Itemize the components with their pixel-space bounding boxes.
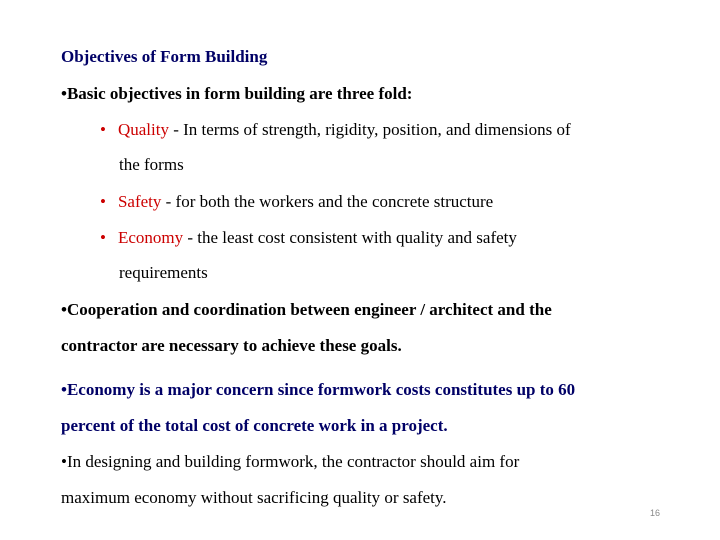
bullet: • bbox=[100, 192, 106, 211]
economy-line1: Economy is a major concern since formwork costs constitutes up to 60 bbox=[66, 380, 576, 399]
objective-desc: - the least cost consistent with quality and safety bbox=[183, 228, 517, 247]
objective-economy-cont: requirements bbox=[119, 263, 208, 282]
objective-economy bbox=[100, 228, 517, 248]
designing-text bbox=[61, 452, 519, 472]
objective-term: Economy bbox=[117, 228, 184, 247]
bullet: • bbox=[100, 228, 106, 247]
bullet: • bbox=[61, 300, 67, 319]
bullet: • bbox=[61, 380, 67, 399]
bullet: • bbox=[61, 84, 67, 103]
page-number: 16 bbox=[650, 508, 661, 518]
designing-line2: maximum economy without sacrificing quality or safety. bbox=[61, 488, 447, 507]
cooperation-line1: Cooperation and coordination between engineer / architect and the bbox=[66, 300, 552, 319]
cooperation-line2: contractor are necessary to achieve these goals. bbox=[61, 336, 402, 355]
objective-quality bbox=[100, 120, 571, 140]
economy-line2: percent of the total cost of concrete work in a project. bbox=[61, 416, 448, 435]
intro-label: Basic objectives in form building are three fold: bbox=[66, 84, 413, 103]
intro-text bbox=[61, 84, 412, 104]
economy-concern-text bbox=[61, 380, 575, 400]
objective-desc: - for both the workers and the concrete structure bbox=[161, 192, 494, 211]
objective-quality-cont: the forms bbox=[119, 155, 184, 174]
cooperation-text bbox=[61, 300, 552, 320]
slide-title: Objectives of Form Building bbox=[61, 47, 268, 66]
objective-term: Safety bbox=[117, 192, 162, 211]
objective-desc: - In terms of strength, rigidity, position, and dimensions of bbox=[168, 120, 571, 139]
designing-line1: In designing and building formwork, the contractor should aim for bbox=[66, 452, 520, 471]
objective-safety bbox=[100, 192, 493, 212]
objective-term: Quality bbox=[117, 120, 169, 139]
bullet: • bbox=[100, 120, 106, 139]
bullet: • bbox=[61, 452, 67, 471]
